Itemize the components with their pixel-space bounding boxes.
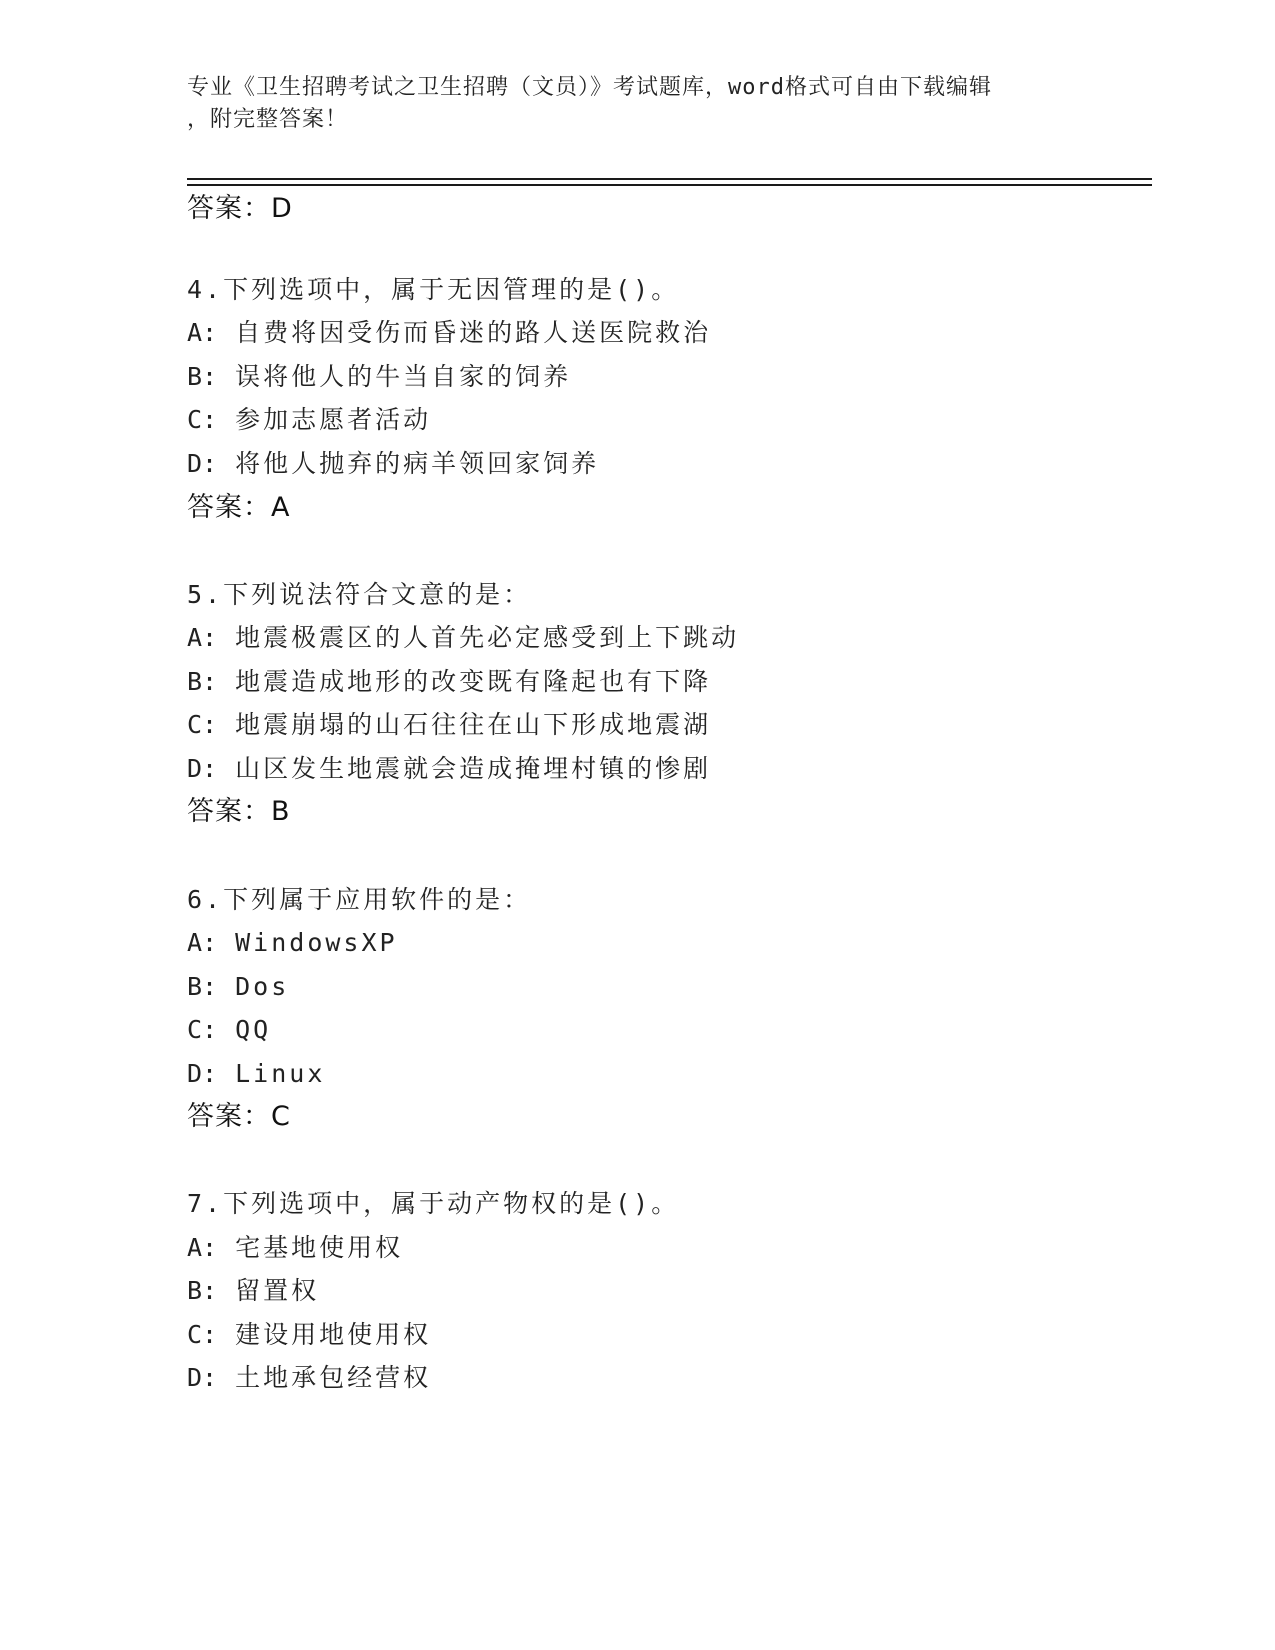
option-letter: A: xyxy=(187,318,218,347)
option-text: Linux xyxy=(235,1059,326,1088)
question-4-text: 4.下列选项中，属于无因管理的是()。 xyxy=(187,275,680,304)
option-letter: D: xyxy=(187,1059,218,1088)
option-letter: B: xyxy=(187,1276,218,1305)
option-text: 留置权 xyxy=(235,1276,320,1305)
question-4-option-c xyxy=(187,402,431,438)
option-letter: D: xyxy=(187,754,218,783)
option-letter: C: xyxy=(187,405,218,434)
option-text: 宅基地使用权 xyxy=(235,1233,404,1262)
option-text: 参加志愿者活动 xyxy=(235,405,432,434)
header-rule-bottom xyxy=(187,184,1152,186)
question-7-option-c xyxy=(187,1317,431,1353)
option-letter: A: xyxy=(187,1233,218,1262)
question-6-option-b xyxy=(187,969,289,1005)
question-5-option-d xyxy=(187,751,711,787)
question-5-option-c xyxy=(187,707,711,743)
question-7-option-a xyxy=(187,1230,403,1266)
question-5-option-b xyxy=(187,664,711,700)
option-letter: B: xyxy=(187,362,218,391)
option-text: 将他人抛弃的病羊领回家饲养 xyxy=(235,449,600,478)
question-7-option-b xyxy=(187,1273,319,1309)
header-line-2: ，附完整答案！ xyxy=(187,107,349,132)
option-letter: C: xyxy=(187,710,218,739)
question-4-option-a xyxy=(187,315,711,351)
option-letter: D: xyxy=(187,1363,218,1392)
option-text: 土地承包经营权 xyxy=(235,1363,432,1392)
option-letter: A: xyxy=(187,623,218,652)
option-letter: C: xyxy=(187,1320,218,1349)
answer-q5: 答案：B xyxy=(187,796,291,827)
option-text: WindowsXP xyxy=(235,928,398,957)
question-4-option-d xyxy=(187,446,599,482)
header-line-1: 专业《卫生招聘考试之卫生招聘（文员）》考试题库，word格式可自由下载编辑 xyxy=(187,75,992,100)
option-letter: C: xyxy=(187,1015,218,1044)
option-text: Dos xyxy=(235,972,290,1001)
option-text: 山区发生地震就会造成掩埋村镇的惨剧 xyxy=(235,754,712,783)
option-text: 地震极震区的人首先必定感受到上下跳动 xyxy=(235,623,740,652)
question-7-text: 7.下列选项中，属于动产物权的是()。 xyxy=(187,1189,680,1218)
option-text: 自费将因受伤而昏迷的路人送医院救治 xyxy=(235,318,712,347)
question-5-option-a xyxy=(187,620,739,656)
question-6-option-d xyxy=(187,1056,325,1092)
header-rule-top xyxy=(187,178,1152,180)
option-text: 地震崩塌的山石往往在山下形成地震湖 xyxy=(235,710,712,739)
option-text: 建设用地使用权 xyxy=(235,1320,432,1349)
option-text: 误将他人的牛当自家的饲养 xyxy=(235,362,572,391)
question-6-option-a xyxy=(187,925,398,961)
option-text: QQ xyxy=(235,1015,272,1044)
option-letter: A: xyxy=(187,928,218,957)
option-text: 地震造成地形的改变既有隆起也有下降 xyxy=(235,667,712,696)
question-6-option-c xyxy=(187,1012,271,1048)
question-4-option-b xyxy=(187,359,571,395)
document-header xyxy=(187,72,1067,136)
question-5-text: 5.下列说法符合文意的是： xyxy=(187,580,532,609)
question-7-option-d xyxy=(187,1360,431,1396)
option-letter: D: xyxy=(187,449,218,478)
option-letter: B: xyxy=(187,667,218,696)
answer-q3: 答案：D xyxy=(187,193,293,224)
answer-q6: 答案：C xyxy=(187,1101,291,1132)
question-6-text: 6.下列属于应用软件的是： xyxy=(187,885,532,914)
answer-q4: 答案：A xyxy=(187,492,291,523)
option-letter: B: xyxy=(187,972,218,1001)
